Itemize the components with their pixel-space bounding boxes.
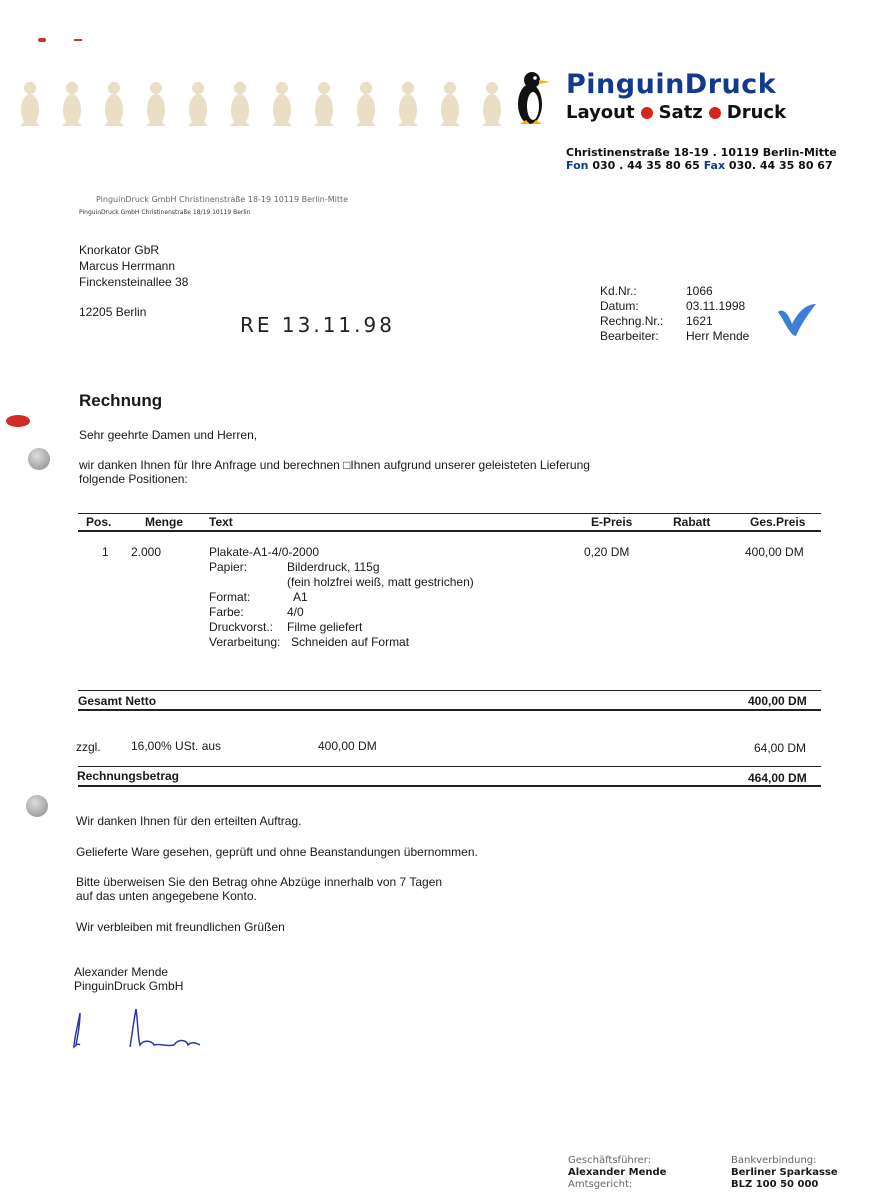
penguin-watermark-row bbox=[16, 70, 506, 130]
meta-row bbox=[600, 314, 749, 329]
signer-company: PinguinDruck GmbH bbox=[74, 979, 184, 993]
recipient-city: 12205 Berlin bbox=[79, 305, 147, 319]
document-title: Rechnung bbox=[79, 391, 163, 410]
meta-value: 1621 bbox=[686, 314, 713, 328]
brutto-bottom-rule bbox=[78, 785, 821, 787]
red-scan-mark bbox=[38, 38, 46, 42]
zzgl-label: zzgl. bbox=[76, 740, 101, 754]
spec-label: Format: bbox=[209, 590, 251, 604]
footer-blz: BLZ 100 50 000 bbox=[731, 1179, 819, 1190]
signature-scribble bbox=[68, 1005, 208, 1055]
spec-value: A1 bbox=[293, 590, 308, 604]
meta-row bbox=[600, 329, 749, 344]
brutto-value: 464,00 DM bbox=[748, 771, 807, 785]
netto-bottom-rule bbox=[78, 709, 821, 711]
red-dot-icon bbox=[709, 107, 721, 119]
spec-row bbox=[209, 605, 474, 620]
closing-regards: Wir verbleiben mit freundlichen Grüßen bbox=[76, 920, 285, 934]
netto-top-rule bbox=[78, 690, 821, 691]
ust-label: 16,00% USt. aus bbox=[131, 739, 222, 753]
recipient-street: Finckensteinallee 38 bbox=[79, 275, 189, 289]
handwritten-note: RE 13.11.98 bbox=[240, 313, 395, 337]
meta-value: Herr Mende bbox=[686, 329, 750, 343]
ust-value: 64,00 DM bbox=[754, 741, 807, 755]
item-specs bbox=[209, 560, 474, 650]
spec-label: Verarbeitung: bbox=[209, 635, 281, 649]
footer-gf-value: Alexander Mende bbox=[568, 1167, 667, 1178]
company-phone-line bbox=[566, 159, 837, 172]
row-gespreis: 400,00 DM bbox=[745, 545, 804, 559]
red-scan-mark bbox=[74, 39, 82, 41]
footer-bank bbox=[731, 1155, 838, 1191]
row-pos: 1 bbox=[102, 545, 109, 559]
spec-row bbox=[209, 560, 474, 575]
table-header-rule bbox=[78, 530, 821, 532]
spec-value: Filme geliefert bbox=[287, 620, 363, 634]
company-address bbox=[566, 146, 837, 172]
footer-bank-label: Bankverbindung: bbox=[731, 1155, 817, 1166]
red-fish-mark bbox=[6, 415, 30, 427]
footer-bank-value: Berliner Sparkasse bbox=[731, 1167, 838, 1178]
row-epreis: 0,20 DM bbox=[584, 545, 630, 559]
col-epreis: E-Preis bbox=[591, 515, 633, 529]
spec-row bbox=[209, 575, 474, 590]
penguin-logo-icon bbox=[512, 70, 552, 126]
invoice-meta bbox=[600, 284, 749, 344]
spec-value: (fein holzfrei weiß, matt gestrichen) bbox=[287, 575, 474, 589]
punch-hole bbox=[28, 448, 50, 470]
col-pos: Pos. bbox=[86, 515, 112, 529]
meta-row bbox=[600, 284, 749, 299]
recipient-address bbox=[79, 242, 188, 320]
col-rabatt: Rabatt bbox=[673, 515, 711, 529]
spec-value: 4/0 bbox=[287, 605, 304, 619]
meta-label: Bearbeiter: bbox=[600, 329, 659, 343]
recipient-company: Knorkator GbR bbox=[79, 243, 160, 257]
spec-row bbox=[209, 635, 474, 650]
closing-pay-2: auf das unten angegebene Konto. bbox=[76, 889, 257, 903]
red-dot-icon bbox=[641, 107, 653, 119]
meta-row bbox=[600, 299, 749, 314]
sender-line-2: PinguinDruck GmbH Christinenstraße 18/19 10119 Berlin bbox=[79, 209, 251, 216]
netto-value: 400,00 DM bbox=[748, 694, 807, 708]
ust-base: 400,00 DM bbox=[318, 739, 377, 753]
footer-ag-label: Amtsgericht: bbox=[568, 1179, 633, 1190]
fon-label: Fon bbox=[566, 159, 589, 172]
footer-gf-label: Geschäftsführer: bbox=[568, 1155, 652, 1166]
punch-hole bbox=[26, 795, 48, 817]
spec-label: Papier: bbox=[209, 560, 248, 574]
fax-label: Fax bbox=[703, 159, 726, 172]
company-street: Christinenstraße 18-19 . 10119 Berlin-Mitte bbox=[566, 146, 837, 159]
fax-number: 030. 44 35 80 67 bbox=[728, 159, 833, 172]
brand-name: PinguinDruck bbox=[566, 69, 777, 100]
meta-value: 1066 bbox=[686, 284, 713, 298]
col-text: Text bbox=[209, 515, 233, 529]
col-menge: Menge bbox=[145, 515, 184, 529]
brand-tagline bbox=[566, 102, 786, 124]
col-gespreis: Ges.Preis bbox=[750, 515, 806, 529]
signer-name: Alexander Mende bbox=[74, 965, 169, 979]
meta-label: Datum: bbox=[600, 299, 639, 313]
tagline-layout: Layout bbox=[566, 102, 635, 123]
brutto-label: Rechnungsbetrag bbox=[77, 769, 180, 783]
sender-line-1: PinguinDruck GmbH Christinenstraße 18-19 10119 Berlin-Mitte bbox=[96, 195, 349, 204]
spec-row bbox=[209, 620, 474, 635]
spec-value: Schneiden auf Format bbox=[291, 635, 410, 649]
row-menge: 2.000 bbox=[131, 545, 162, 559]
footer-management bbox=[568, 1155, 666, 1191]
recipient-name: Marcus Herrmann bbox=[79, 259, 176, 273]
checkmark-icon bbox=[776, 300, 818, 340]
brand-block bbox=[566, 70, 786, 124]
meta-label: Kd.Nr.: bbox=[600, 284, 637, 298]
intro-line-2: folgende Positionen: bbox=[79, 472, 188, 486]
spec-label: Farbe: bbox=[209, 605, 244, 619]
greeting: Sehr geehrte Damen und Herren, bbox=[79, 428, 258, 442]
row-text: Plakate-A1-4/0-2000 bbox=[209, 545, 320, 559]
intro-line-1: wir danken Ihnen für Ihre Anfrage und berechnen □Ihnen aufgrund unserer geleisteten Lieferung bbox=[79, 458, 590, 472]
meta-value: 03.11.1998 bbox=[686, 299, 746, 313]
fon-number: 030 . 44 35 80 65 bbox=[592, 159, 700, 172]
brutto-top-rule bbox=[78, 766, 821, 767]
netto-label: Gesamt Netto bbox=[78, 694, 157, 708]
tagline-satz: Satz bbox=[658, 102, 703, 123]
spec-value: Bilderdruck, 115g bbox=[287, 560, 380, 574]
closing-received: Gelieferte Ware gesehen, geprüft und ohne Beanstandungen übernommen. bbox=[76, 845, 478, 859]
closing-pay-1: Bitte überweisen Sie den Betrag ohne Abzüge innerhalb von 7 Tagen bbox=[76, 875, 443, 889]
tagline-druck: Druck bbox=[726, 102, 787, 123]
spec-row bbox=[209, 590, 474, 605]
spec-label: Druckvorst.: bbox=[209, 620, 274, 634]
table-top-rule bbox=[78, 513, 821, 514]
spec-label bbox=[209, 575, 287, 590]
meta-label: Rechng.Nr.: bbox=[600, 314, 664, 328]
closing-thanks: Wir danken Ihnen für den erteilten Auftrag. bbox=[76, 814, 302, 828]
